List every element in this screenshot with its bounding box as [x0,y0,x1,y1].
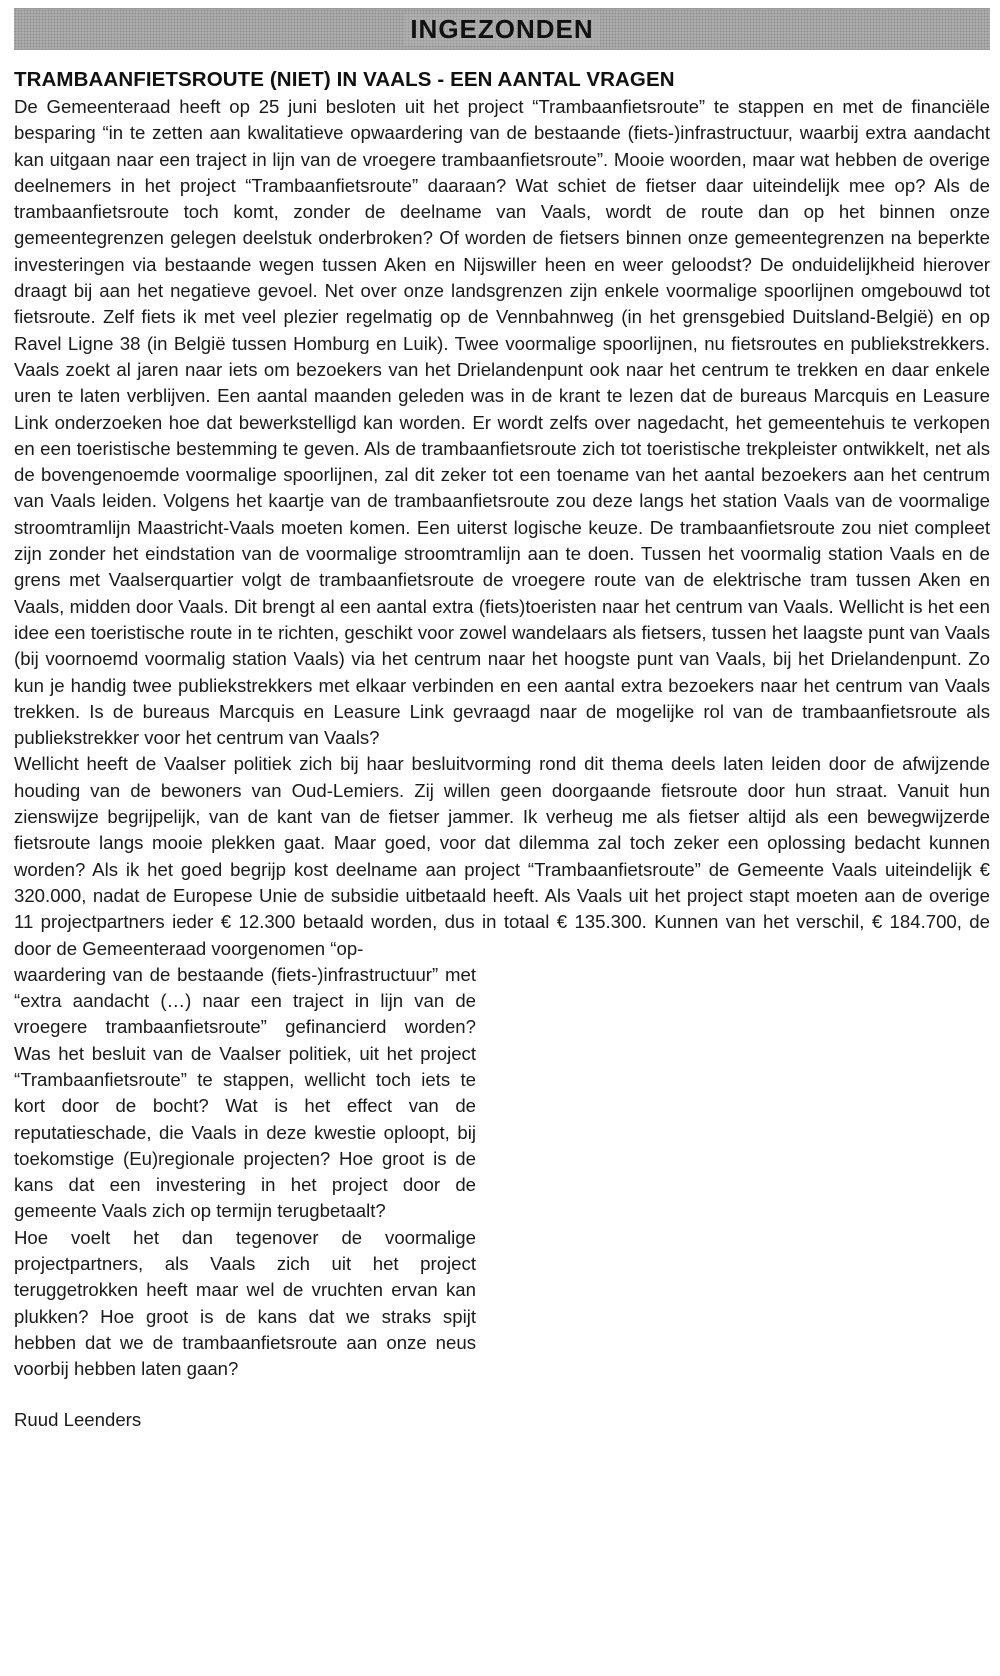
article-author: Ruud Leenders [14,1408,142,1430]
article-body-full-width [14,94,990,962]
article-paragraph: Hoe voelt het dan tegenover de voormalige projectpartners, als Vaals zich uit het project teruggetrokken heeft maar wel de vruchten ervan kan plukken? Hoe groot is de kans dat we straks spijt hebben dat we de trambaanfietsroute aan onze neus voorbij hebben laten gaan? [14,1226,476,1380]
section-banner-label: INGEZONDEN [404,14,599,45]
section-banner [14,8,990,50]
article-paragraph: Wellicht heeft de Vaalser politiek zich bij haar besluitvorming rond dit thema deels laten leiden door de afwijzende houding van de bewoners van Oud-Lemiers. Zij willen geen doorgaande fietsroute door hun straat. Vanuit hun zienswijze begrijpelijk, van de kant van de fietser jammer. Ik verheug me als fietser altijd als een bewegwijzerde fietsroute langs mooie plekken gaat. Maar goed, voor dat dilemma zal toch zeker een oplossing bedacht kunnen worden? Als ik het goed begrijp kost deelname aan project “Trambaanfietsroute” de Gemeente Vaals uiteindelijk € 320.000, nadat de Europese Unie de subsidie uitbetaald heeft. Als Vaals uit het project stapt moeten aan de overige 11 projectpartners ieder € 12.300 betaald worden, dus in totaal € 135.300. Kunnen van het verschil, € 184.700, de door de Gemeenteraad voorgenomen “op- [14,753,990,959]
article-headline: TRAMBAANFIETSROUTE (NIET) IN VAALS - EEN AANTAL VRAGEN [14,68,675,91]
article-paragraph: De Gemeenteraad heeft op 25 juni besloten uit het project “Trambaanfietsroute” te stappen en met de financiële besparing “in te zetten aan kwalitatieve opwaardering van de bestaande (fiets-)infrastructuur, waarbij extra aandacht kan uitgaan naar een traject in lijn van de vroegere trambaanfietsroute”. Mooie woorden, maar wat hebben de overige deelnemers in het project “Trambaanfietsroute” daaraan? Wat schiet de fietser daar uiteindelijk mee op? Als de trambaanfietsroute toch komt, zonder de deelname van Vaals, wordt de route dan op het binnen onze gemeentegrenzen gelegen deelstuk onderbroken? Of worden de fietsers binnen onze gemeentegrenzen na beperkte investeringen via bestaande wegen tussen Aken en Nijswiller heen en weer geloodst? De onduidelijkheid hierover draagt bij aan het negatieve gevoel. Net over onze landsgrenzen zijn enkele voormalige spoorlijnen omgebouwd tot fietsroute. Zelf fiets ik met veel plezier regelmatig op de Vennbahnweg (in het grensgebied Duitsland-België) en op Ravel Ligne 38 (in België tussen Homburg en Luik). Twee voormalige spoorlijnen, nu fietsroutes en publiekstrekkers. Vaals zoekt al jaren naar iets om bezoekers van het Drielandenpunt ook naar het centrum te trekken en daar enkele uren te laten verblijven. Een aantal maanden geleden was in de krant te lezen dat de bureaus Marcquis en Leasure Link onderzoeken hoe dat bewerkstelligd kan worden. Er wordt zelfs over nagedacht, het gemeentehuis te verkopen en een toeristische bestemming te geven. Als de trambaanfietsroute zich tot toeristische trekpleister ontwikkelt, net als de bovengenoemde voormalige spoorlijnen, zal dit zeker tot een toename van het aantal bezoekers aan het centrum van Vaals leiden. Volgens het kaartje van de trambaanfietsroute zou deze langs het station Vaals van de voormalige stroomtramlijn Maastricht-Vaals moeten komen. Een uiterst logische keuze. De trambaanfietsroute zou niet compleet zijn zonder het eindstation van de voormalige stroomtramlijn aan te doen. Tussen het voormalig station Vaals en de grens met Vaalserquartier volgt de trambaanfietsroute de vroegere route van de elektrische tram tussen Aken en Vaals, midden door Vaals. Dit brengt al een aantal extra (fiets)toeristen naar het centrum van Vaals. Wellicht is het een idee een toeristische route in te richten, geschikt voor zowel wandelaars als fietsers, tussen het laagste punt van Vaals (bij voornoemd voormalig station Vaals) via het centrum naar het hoogste punt van Vaals, bij het Drielandenpunt. Zo kun je handig twee publiekstrekkers met elkaar verbinden en een aantal extra bezoekers naar het centrum van Vaals trekken. Is de bureaus Marcquis en Leasure Link gevraagd naar de mogelijke rol van de trambaanfietsroute als publiekstrekker voor het centrum van Vaals? [14,96,990,749]
article-body-narrow-column [14,962,476,1383]
article-paragraph: waardering van de bestaande (fiets-)infrastructuur” met “extra aandacht (…) naar een traject in lijn van de vroegere trambaanfietsroute” gefinancierd worden? Was het besluit van de Vaalser politiek, uit het project “Trambaanfietsroute” te stappen, wellicht toch iets te kort door de bocht? Wat is het effect van de reputatieschade, die Vaals in deze kwestie oploopt, bij toekomstige (Eu)regionale projecten? Hoe groot is de kans dat een investering in het project door de gemeente Vaals zich op termijn terugbetaalt? [14,963,476,1222]
